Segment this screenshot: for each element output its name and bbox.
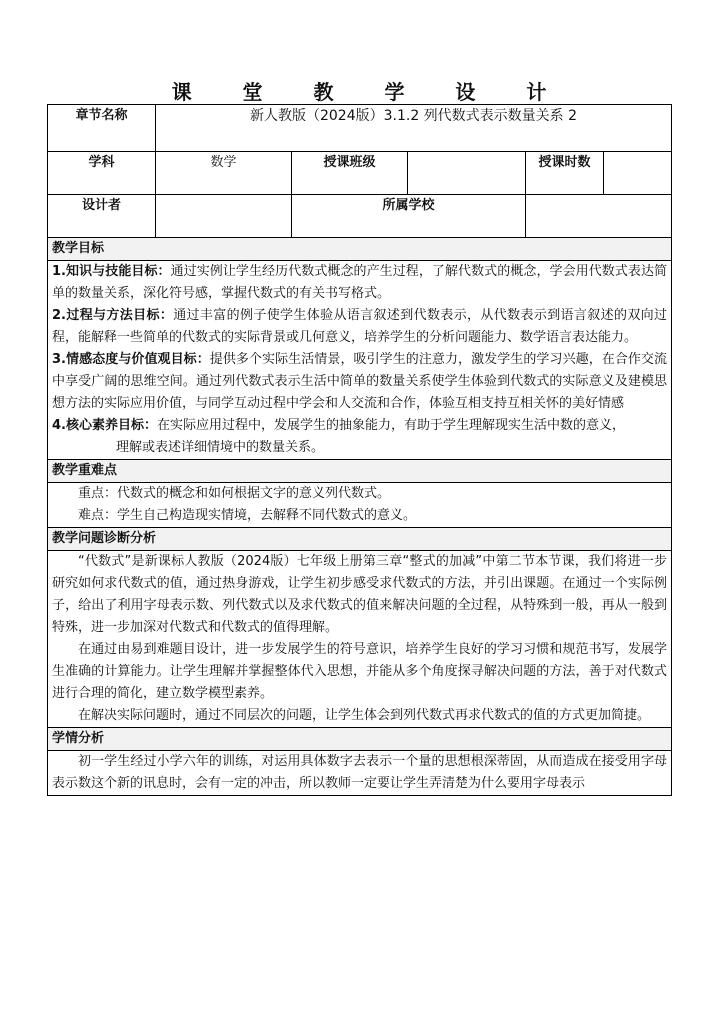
objectives-body: [48, 261, 672, 460]
designer-value: [156, 195, 292, 238]
school-value: [526, 195, 672, 238]
key-point: 重点：代数式的概念和如何根据文字的意义列代数式。: [78, 486, 391, 501]
key-points-heading: 教学重难点: [48, 460, 672, 483]
objective-item: 4.核心素养目标：在实际应用过程中，发展学生的抽象能力，有助于学生理解现实生活中数的意义，: [52, 418, 625, 433]
difficult-point: 难点：学生自己构造现实情境，去解释不同代数式的意义。: [78, 508, 417, 523]
learner-heading-row: [48, 728, 672, 751]
objectives-body-row: [48, 261, 672, 460]
key-points-heading-row: [48, 460, 672, 483]
objective-item: 2.过程与方法目标：通过丰富的例子使学生体验从语言叙述到代数表示，从代数表示到语言叙述的双向过程，能解释一些简单的代数式的实际背景或几何意义，培养学生的分析问题能力、数学语言表达能力。: [52, 308, 668, 345]
diagnosis-paragraph: 在通过由易到难题目设计，进一步发展学生的符号意识，培养学生良好的学习习惯和规范书写，发展学生准确的计算能力。让学生理解并掌握整体代入思想，并能从多个角度探寻解决问题的方法，善于对代数式进行合理的简化，建立数学模型素养。: [52, 642, 668, 701]
learner-body: [48, 751, 672, 796]
chapter-label: 章节名称: [48, 105, 156, 152]
school-label: 所属学校: [292, 195, 526, 238]
lesson-design-table: [47, 104, 672, 796]
subject-label: 学科: [48, 152, 156, 195]
hours-label: 授课时数: [526, 152, 604, 195]
objective-item: 1.知识与技能目标：通过实例让学生经历代数式概念的产生过程，了解代数式的概念，学会用代数式表达简单的数量关系，深化符号感，掌握代数式的有关书写格式。: [52, 264, 668, 301]
chapter-value: 新人教版（2024版）3.1.2 列代数式表示数量关系 2: [156, 105, 672, 152]
class-label: 授课班级: [292, 152, 408, 195]
key-points-body: [48, 483, 672, 528]
diagnosis-heading: 教学问题诊断分析: [48, 528, 672, 551]
learner-paragraph: 初一学生经过小学六年的训练，对运用具体数字去表示一个量的思想根深蒂固，从而造成在接受用字母表示数这个新的讯息时，会有一定的冲击，所以教师一定要让学生弄清楚为什么要用字母表示: [52, 754, 668, 791]
hours-value: [604, 152, 672, 195]
subject-row: [48, 152, 672, 195]
objectives-heading: 教学目标: [48, 238, 672, 261]
objective-item-continuation: 理解或表述详细情境中的数量关系。: [116, 440, 325, 455]
designer-row: [48, 195, 672, 238]
objectives-heading-row: [48, 238, 672, 261]
diagnosis-paragraph: “代数式”是新课标人教版（2024版）七年级上册第三章“整式的加减”中第二节本节课，我们将进一步研究如何求代数式的值，通过热身游戏，让学生初步感受求代数式的方法，并引出课题。在通过一个实际例子，给出了利用字母表示数、列代数式以及求代数式的值来解决问题的全过程，从特殊到一般，再从一般到特殊，进一步加深对代数式和代数式的值得理解。: [52, 554, 668, 635]
diagnosis-body-row: [48, 551, 672, 728]
learner-body-row: [48, 751, 672, 796]
designer-label: 设计者: [48, 195, 156, 238]
diagnosis-paragraph: 在解决实际问题时，通过不同层次的问题，让学生体会到列代数式再求代数式的值的方式更加简捷。: [78, 708, 651, 723]
chapter-row: [48, 105, 672, 152]
subject-value: 数学: [156, 152, 292, 195]
objective-item: 3.情感态度与价值观目标：提供多个实际生活情景，吸引学生的注意力，激发学生的学习兴趣，在合作交流中享受广阔的思维空间。通过列代数式表示生活中简单的数量关系使学生体验到代数式的实际意义及建模思想方法的实际应用价值，与同学互动过程中学会和人交流和合作，体验互相支持互相关怀的美好情感: [52, 352, 668, 411]
class-value: [408, 152, 526, 195]
diagnosis-body: [48, 551, 672, 728]
key-points-body-row: [48, 483, 672, 528]
page-title: 课 堂 教 学 设 计: [171, 80, 569, 104]
diagnosis-heading-row: [48, 528, 672, 551]
learner-heading: 学情分析: [48, 728, 672, 751]
